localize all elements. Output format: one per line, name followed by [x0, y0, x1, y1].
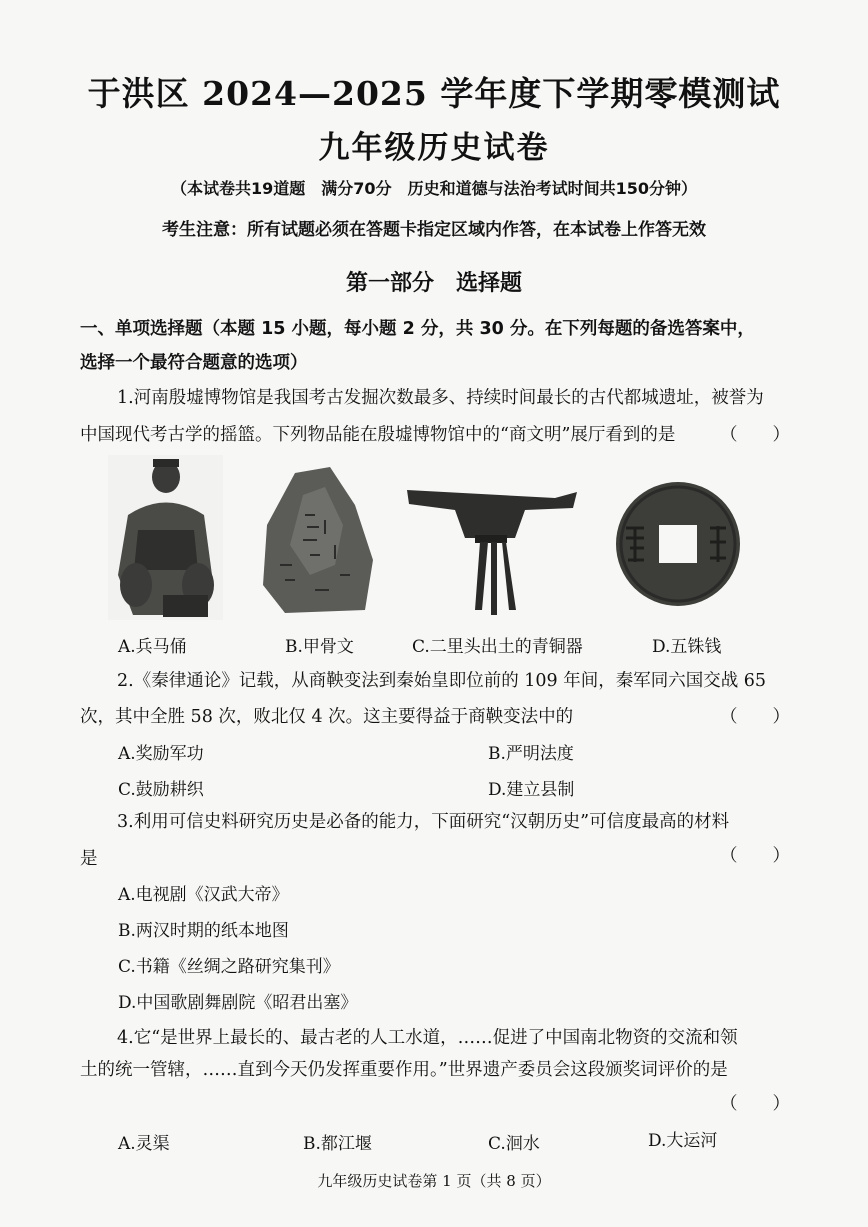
q3-line1: 3.利用可信史料研究历史是必备的能力，下面研究“汉朝历史”可信度最高的材料	[117, 812, 730, 832]
q1-option-b: B.甲骨文	[285, 637, 354, 657]
exam-notice: 考生注意：所有试题必须在答题卡指定区域内作答，在本试卷上作答无效	[162, 220, 706, 240]
q3-answer-paren: （ ）	[720, 846, 790, 866]
section-heading-line2: 选择一个最符合题意的选项）	[80, 353, 308, 373]
section-heading-line1: 一、单项选择题（本题 15 小题，每小题 2 分，共 30 分。在下列每题的备选答案中，	[80, 319, 755, 339]
q4-option-a: A.灵渠	[118, 1134, 170, 1154]
part-title: 第一部分 选择题	[345, 270, 522, 296]
exam-info: （本试卷共19道题 满分70分 历史和道德与法治考试时间共150分钟）	[171, 179, 697, 198]
exam-subtitle: 九年级历史试卷	[318, 130, 550, 166]
q4-line2: 土的统一管辖，……直到今天仍发挥重要作用。”世界遗产委员会这段颁奖词评价的是	[80, 1060, 728, 1080]
q4-option-b: B.都江堰	[303, 1134, 372, 1154]
q2-option-d: D.建立县制	[488, 780, 575, 800]
page-footer: 九年级历史试卷第 1 页（共 8 页）	[317, 1172, 551, 1190]
q2-option-c: C.鼓励耕织	[118, 780, 204, 800]
q1-line2: 中国现代考古学的摇篮。下列物品能在殷墟博物馆中的“商文明”展厅看到的是	[80, 425, 676, 445]
q2-answer-paren: （ ）	[720, 707, 790, 727]
terracotta-warrior-image	[108, 455, 223, 620]
q1-answer-paren: （ ）	[720, 425, 790, 445]
q3-option-d: D.中国歌剧舞剧院《昭君出塞》	[118, 993, 358, 1013]
q4-option-c: C.洄水	[488, 1134, 540, 1154]
wuzhu-coin-image	[612, 478, 744, 610]
q2-option-a: A.奖励军功	[118, 744, 204, 764]
q3-option-a: A.电视剧《汉武大帝》	[118, 885, 289, 905]
q1-option-a: A.兵马俑	[118, 637, 187, 657]
q3-option-b: B.两汉时期的纸本地图	[118, 921, 289, 941]
q4-option-d: D.大运河	[648, 1131, 718, 1151]
q2-line1: 2.《秦律通论》记载，从商鞅变法到秦始皇即位前的 109 年间，秦军同六国交战 65	[117, 671, 767, 691]
q3-line2: 是	[80, 849, 98, 869]
oracle-bone-image	[255, 465, 380, 615]
bronze-vessel-image	[405, 480, 580, 620]
q1-option-d: D.五铢钱	[652, 637, 722, 657]
q2-line2: 次，其中全胜 58 次，败北仅 4 次。这主要得益于商鞅变法中的	[80, 707, 574, 727]
q4-answer-paren: （ ）	[720, 1094, 790, 1114]
q1-line1: 1.河南殷墟博物馆是我国考古发掘次数最多、持续时间最长的古代都城遗址，被誉为	[117, 388, 764, 408]
q2-option-b: B.严明法度	[488, 744, 574, 764]
q3-option-c: C.书籍《丝绸之路研究集刊》	[118, 957, 340, 977]
q4-line1: 4.它“是世界上最长的、最古老的人工水道，……促进了中国南北物资的交流和领	[117, 1028, 738, 1048]
q1-option-c: C.二里头出土的青铜器	[412, 637, 583, 657]
exam-title: 于洪区 2024—2025 学年度下学期零模测试	[87, 74, 781, 113]
